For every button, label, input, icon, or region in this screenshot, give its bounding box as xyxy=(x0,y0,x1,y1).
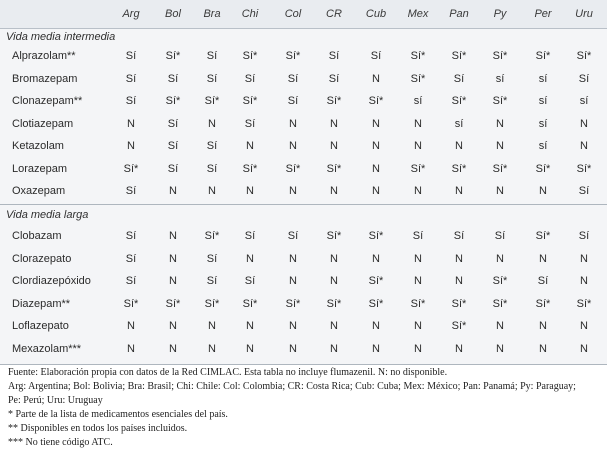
availability-cell: Sí xyxy=(125,275,137,287)
availability-cell: N xyxy=(169,185,177,197)
drug-name: Lorazepam xyxy=(12,162,68,175)
column-header: Mex xyxy=(407,8,429,20)
availability-cell: Sí xyxy=(125,50,137,62)
availability-cell: Sí* xyxy=(242,162,258,175)
column-header: Bol xyxy=(165,8,181,20)
drug-name: Clobazam xyxy=(12,230,62,242)
availability-cell: N xyxy=(169,275,177,287)
availability-cell: N xyxy=(289,252,297,265)
availability-cell: N xyxy=(539,252,547,265)
availability-cell: Sí xyxy=(328,50,340,62)
availability-cell: N xyxy=(246,342,254,355)
availability-cell: Sí xyxy=(125,230,137,242)
availability-cell: Sí* xyxy=(492,50,508,62)
availability-cell: N xyxy=(414,342,422,355)
availability-cell: N xyxy=(539,320,547,332)
availability-cell: Sí xyxy=(125,252,137,265)
availability-cell: Sí* xyxy=(451,50,467,62)
drug-name: Clorazepato xyxy=(12,252,72,265)
availability-cell: Sí xyxy=(412,230,424,242)
availability-cell: Sí* xyxy=(535,50,551,62)
availability-cell: Sí* xyxy=(326,95,342,107)
availability-cell: N xyxy=(330,342,338,355)
availability-cell: Sí* xyxy=(576,297,592,310)
availability-cell: Sí* xyxy=(492,297,508,310)
availability-cell: N xyxy=(169,342,177,355)
availability-cell: Sí* xyxy=(326,162,342,175)
availability-cell: Sí xyxy=(244,117,256,130)
availability-cell: Sí xyxy=(206,140,218,152)
footer-abbreviations-cont: Pe: Perú; Uru: Uruguay xyxy=(8,395,103,406)
availability-cell: N xyxy=(127,140,135,152)
availability-cell: N xyxy=(414,185,422,197)
availability-cell: sí xyxy=(538,72,548,85)
column-header: Cub xyxy=(365,8,387,20)
availability-cell: Sí xyxy=(287,72,299,85)
table-header xyxy=(0,0,607,29)
availability-cell: N xyxy=(372,140,380,152)
section-heading xyxy=(0,28,607,48)
drug-name: Ketazolam xyxy=(12,140,64,152)
drug-name: Clotiazepam xyxy=(12,117,74,130)
availability-cell: N xyxy=(208,342,216,355)
availability-cell: Sí* xyxy=(285,162,301,175)
availability-cell: N xyxy=(169,252,177,265)
availability-cell: Sí* xyxy=(368,95,384,107)
availability-cell: sí xyxy=(495,72,505,85)
drug-name: Clordiazepóxido xyxy=(12,275,91,287)
availability-cell: sí xyxy=(454,117,464,130)
availability-cell: N xyxy=(372,185,380,197)
availability-cell: N xyxy=(372,117,380,130)
column-header: CR xyxy=(326,8,342,20)
availability-cell: Sí xyxy=(206,275,218,287)
availability-cell: sí xyxy=(579,95,589,107)
availability-cell: N xyxy=(127,320,135,332)
availability-cell: N xyxy=(580,117,588,130)
availability-cell: sí xyxy=(538,117,548,130)
availability-cell: Sí xyxy=(370,50,382,62)
availability-cell: N xyxy=(539,185,547,197)
drug-name: Alprazolam** xyxy=(12,50,76,62)
availability-cell: N xyxy=(169,320,177,332)
availability-cell: Sí xyxy=(206,162,218,175)
availability-cell: N xyxy=(289,342,297,355)
availability-cell: N xyxy=(246,140,254,152)
availability-cell: Sí xyxy=(453,72,465,85)
availability-cell: N xyxy=(289,275,297,287)
availability-cell: Sí xyxy=(206,50,218,62)
availability-cell: Sí* xyxy=(451,320,467,332)
availability-cell: N xyxy=(414,320,422,332)
drug-name: Loflazepato xyxy=(12,320,69,332)
availability-cell: Sí* xyxy=(410,50,426,62)
availability-cell: N xyxy=(330,140,338,152)
availability-cell: N xyxy=(496,185,504,197)
availability-cell: Sí* xyxy=(204,297,220,310)
availability-cell: Sí xyxy=(125,72,137,85)
availability-cell: Sí* xyxy=(451,95,467,107)
availability-cell: Sí* xyxy=(368,275,384,287)
availability-cell: Sí* xyxy=(410,297,426,310)
availability-cell: Sí* xyxy=(123,162,139,175)
column-header: Col xyxy=(284,8,302,20)
availability-cell: N xyxy=(414,275,422,287)
availability-cell: Sí* xyxy=(535,162,551,175)
section-heading xyxy=(0,206,607,226)
drug-name: Clonazepam** xyxy=(12,95,83,107)
availability-cell: N xyxy=(372,320,380,332)
availability-cell: Sí xyxy=(578,230,590,242)
availability-cell: Sí xyxy=(244,275,256,287)
availability-cell: Sí xyxy=(494,230,506,242)
footer-note-atc: *** No tiene código ATC. xyxy=(8,437,113,448)
availability-cell: N xyxy=(330,117,338,130)
availability-cell: Sí* xyxy=(204,230,220,242)
availability-cell: Sí* xyxy=(165,297,181,310)
availability-cell: N xyxy=(169,230,177,242)
availability-cell: N xyxy=(496,320,504,332)
availability-cell: Sí* xyxy=(576,162,592,175)
drug-name: Oxazepam xyxy=(12,185,66,197)
availability-cell: Sí* xyxy=(410,72,426,85)
availability-cell: Sí* xyxy=(535,297,551,310)
availability-cell: N xyxy=(496,342,504,355)
footer-note-all: ** Disponibles en todos los países incluidos. xyxy=(8,423,188,434)
column-header: Bra xyxy=(203,8,221,20)
section-title: Vida media intermedia xyxy=(6,31,116,43)
availability-cell: N xyxy=(496,252,504,265)
availability-cell: N xyxy=(330,185,338,197)
availability-cell: N xyxy=(414,117,422,130)
availability-cell: Sí* xyxy=(535,230,551,242)
availability-cell: N xyxy=(208,117,216,130)
availability-cell: sí xyxy=(538,95,548,107)
table-bottom-rule xyxy=(0,364,607,365)
availability-cell: N xyxy=(372,252,380,265)
availability-cell: Sí* xyxy=(326,297,342,310)
availability-cell: Sí* xyxy=(451,297,467,310)
availability-cell: N xyxy=(246,252,254,265)
availability-cell: sí xyxy=(538,140,548,152)
availability-cell: N xyxy=(330,275,338,287)
availability-cell: N xyxy=(372,72,380,85)
availability-cell: Sí* xyxy=(492,162,508,175)
availability-cell: N xyxy=(289,117,297,130)
availability-cell: N xyxy=(289,140,297,152)
availability-cell: N xyxy=(455,140,463,152)
availability-cell: Sí* xyxy=(204,95,220,107)
availability-cell: N xyxy=(455,185,463,197)
drug-name: Mexazolam*** xyxy=(12,342,82,355)
column-header: Pan xyxy=(449,8,469,20)
availability-cell: Sí* xyxy=(492,95,508,107)
availability-cell: Sí xyxy=(206,72,218,85)
availability-cell: N xyxy=(414,252,422,265)
availability-cell: N xyxy=(580,252,588,265)
availability-cell: N xyxy=(455,342,463,355)
availability-cell: N xyxy=(246,320,254,332)
availability-cell: N xyxy=(580,275,588,287)
table-footer xyxy=(8,366,604,450)
availability-cell: N xyxy=(455,275,463,287)
footer-source: Fuente: Elaboración propia con datos de la Red CIMLAC. Esta tabla no incluye flumazenil. N: no disponible. xyxy=(8,367,448,378)
availability-cell: Sí xyxy=(125,95,137,107)
column-header: Chi xyxy=(241,8,259,20)
availability-cell: N xyxy=(580,140,588,152)
availability-cell: Sí* xyxy=(368,297,384,310)
section-title: Vida media larga xyxy=(6,209,89,221)
availability-cell: N xyxy=(496,140,504,152)
availability-cell: Sí xyxy=(578,185,590,197)
availability-cell: Sí xyxy=(167,162,179,175)
availability-cell: Sí* xyxy=(285,297,301,310)
availability-cell: Sí* xyxy=(242,50,258,62)
availability-cell: N xyxy=(580,320,588,332)
availability-cell: N xyxy=(496,117,504,130)
availability-cell: N xyxy=(414,140,422,152)
availability-cell: N xyxy=(127,342,135,355)
availability-cell: Sí xyxy=(287,230,299,242)
availability-cell: Sí xyxy=(244,72,256,85)
availability-cell: Sí* xyxy=(123,297,139,310)
availability-cell: N xyxy=(330,320,338,332)
availability-cell: Sí* xyxy=(326,230,342,242)
availability-cell: Sí* xyxy=(410,162,426,175)
availability-cell: Sí* xyxy=(165,95,181,107)
availability-cell: Sí xyxy=(167,72,179,85)
availability-cell: Sí xyxy=(167,117,179,130)
availability-cell: Sí* xyxy=(576,50,592,62)
availability-cell: N xyxy=(455,252,463,265)
availability-cell: Sí xyxy=(578,72,590,85)
availability-cell: N xyxy=(127,117,135,130)
availability-cell: N xyxy=(246,185,254,197)
column-header: Per xyxy=(534,8,552,20)
availability-cell: Sí xyxy=(244,230,256,242)
availability-cell: N xyxy=(289,185,297,197)
availability-cell: Sí* xyxy=(242,95,258,107)
availability-cell: Sí xyxy=(206,252,218,265)
availability-cell: sí xyxy=(413,95,423,107)
availability-cell: Sí xyxy=(453,230,465,242)
availability-cell: N xyxy=(289,320,297,332)
availability-cell: Sí xyxy=(125,185,137,197)
availability-cell: N xyxy=(372,162,380,175)
drug-name: Diazepam** xyxy=(12,297,71,310)
availability-cell: N xyxy=(208,320,216,332)
availability-cell: Sí xyxy=(167,140,179,152)
footer-abbreviations: Arg: Argentina; Bol: Bolivia; Bra: Brasil; Chi: Chile: Col: Colombia; CR: Costa Rica; Cub: Cuba; Mex: México; Pan: Panamá; Py: Paraguay; xyxy=(8,381,576,392)
availability-cell: Sí* xyxy=(451,162,467,175)
availability-cell: Sí* xyxy=(492,275,508,287)
availability-cell: Sí* xyxy=(242,297,258,310)
availability-cell: N xyxy=(208,185,216,197)
availability-cell: N xyxy=(372,342,380,355)
availability-cell: Sí* xyxy=(285,50,301,62)
availability-cell: Sí* xyxy=(165,50,181,62)
footer-note-essential: * Parte de la lista de medicamentos esenciales del país. xyxy=(8,409,228,420)
availability-cell: Sí xyxy=(537,275,549,287)
availability-cell: N xyxy=(580,342,588,355)
availability-cell: Sí* xyxy=(368,230,384,242)
column-header: Arg xyxy=(122,8,140,20)
availability-cell: Sí xyxy=(328,72,340,85)
availability-cell: N xyxy=(330,252,338,265)
availability-cell: Sí xyxy=(287,95,299,107)
column-header: Uru xyxy=(575,8,593,20)
drug-name: Bromazepam xyxy=(12,72,78,85)
column-header: Py xyxy=(493,8,507,20)
availability-cell: N xyxy=(539,342,547,355)
section-divider xyxy=(0,204,607,205)
